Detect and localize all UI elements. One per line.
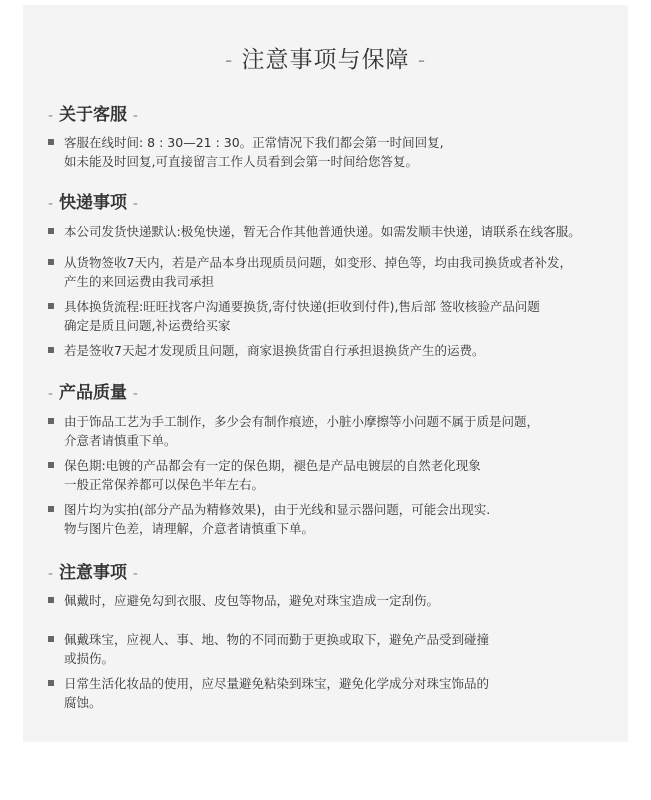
list-item (48, 591, 608, 610)
item-line: 如未能及时回复,可直接留言工作人员看到会第一时间给您答复。 (64, 154, 418, 169)
title-dash-right: - (417, 48, 427, 72)
item-line: 一般正常保养都可以保色半年左右。 (64, 477, 265, 492)
section-customer-service (48, 103, 618, 169)
bullet-icon (48, 259, 54, 265)
bullet-icon (48, 228, 54, 234)
heading-text: 注意事项 (58, 563, 127, 583)
list-item (48, 222, 608, 241)
heading-dash-right: - (132, 108, 138, 124)
heading-dash-left: - (48, 386, 54, 402)
item-line: 具体换货流程:旺旺找客户沟通要换货,寄付快递(拒收到付件),售后部 签收核验产品问题 (64, 299, 540, 314)
bullet-icon (48, 418, 54, 424)
bullet-icon (48, 636, 54, 642)
heading-dash-left: - (48, 196, 54, 212)
item-line: 或损伤。 (64, 651, 115, 666)
item-line: 佩戴时，应避免勾到衣服、皮包等物品，避免对珠宝造成一定刮伤。 (64, 593, 440, 608)
item-line: 若是签收7天起才发现质且问题，商家退换货雷自行承担退换货产生的运费。 (64, 343, 485, 358)
list-item (48, 412, 608, 450)
section-product-quality (48, 381, 618, 536)
list-item (48, 133, 608, 171)
heading-dash-right: - (132, 566, 138, 582)
bullet-icon (48, 680, 54, 686)
list-item (48, 630, 608, 668)
list-item (48, 674, 608, 712)
heading-dash-left: - (48, 566, 54, 582)
notice-panel (23, 5, 628, 742)
section-heading (48, 103, 618, 127)
list-item (48, 341, 608, 360)
section-shipping (48, 191, 618, 358)
page-title (23, 41, 628, 74)
item-line: 客服在线时间: 8 : 30—21 : 30。正常情况下我们都会第一时间回复, (64, 135, 444, 150)
bullet-icon (48, 303, 54, 309)
item-line: 物与图片色差，请理解，介意者请慎重下单。 (64, 521, 315, 536)
list-item (48, 253, 608, 291)
bullet-icon (48, 347, 54, 353)
list-item (48, 500, 608, 538)
item-line: 从货物签收7天内，若是产品本身出现质员问题，如变形、掉色等，均由我司换货或者补发， (64, 255, 572, 270)
list-item (48, 297, 608, 335)
bullet-icon (48, 597, 54, 603)
list-item (48, 456, 608, 494)
heading-text: 产品质量 (58, 383, 127, 403)
section-heading (48, 381, 618, 405)
item-line: 产生的来回运费由我司承担 (64, 274, 215, 289)
bullet-icon (48, 506, 54, 512)
item-line: 由于饰品工艺为手工制作，多少会有制作痕迹，小脏小摩擦等小问题不属于质是问题， (64, 414, 540, 429)
heading-dash-right: - (132, 196, 138, 212)
title-text: 注意事项与保障 (241, 47, 410, 73)
section-heading (48, 191, 618, 215)
title-dash-left: - (224, 48, 234, 72)
item-line: 介意者请慎重下单。 (64, 433, 177, 448)
heading-dash-left: - (48, 108, 54, 124)
bullet-icon (48, 139, 54, 145)
item-line: 腐蚀。 (64, 695, 102, 710)
item-line: 保色期:电镀的产品都会有一定的保色期，褪色是产品电镀层的自然老化现象 (64, 458, 481, 473)
section-heading (48, 561, 618, 585)
item-line: 佩戴珠宝，应视人、事、地、物的不同而勤于更换或取下，避免产品受到碰撞 (64, 632, 490, 647)
heading-text: 快递事项 (58, 193, 127, 213)
item-line: 图片均为实拍(部分产品为精修效果)，由于光线和显示器问题，可能会出现实. (64, 502, 491, 517)
item-line: 确定是质且问题,补运费给买家 (64, 318, 231, 333)
heading-dash-right: - (132, 386, 138, 402)
item-line: 日常生活化妆品的使用，应尽量避免粘染到珠宝，避免化学成分对珠宝饰品的 (64, 676, 490, 691)
heading-text: 关于客服 (58, 105, 127, 125)
item-line: 本公司发货快递默认:极兔快递，暂无合作其他普通快递。如需发顺丰快递，请联系在线客服。 (64, 224, 581, 239)
bullet-icon (48, 462, 54, 468)
section-precautions (48, 561, 618, 710)
